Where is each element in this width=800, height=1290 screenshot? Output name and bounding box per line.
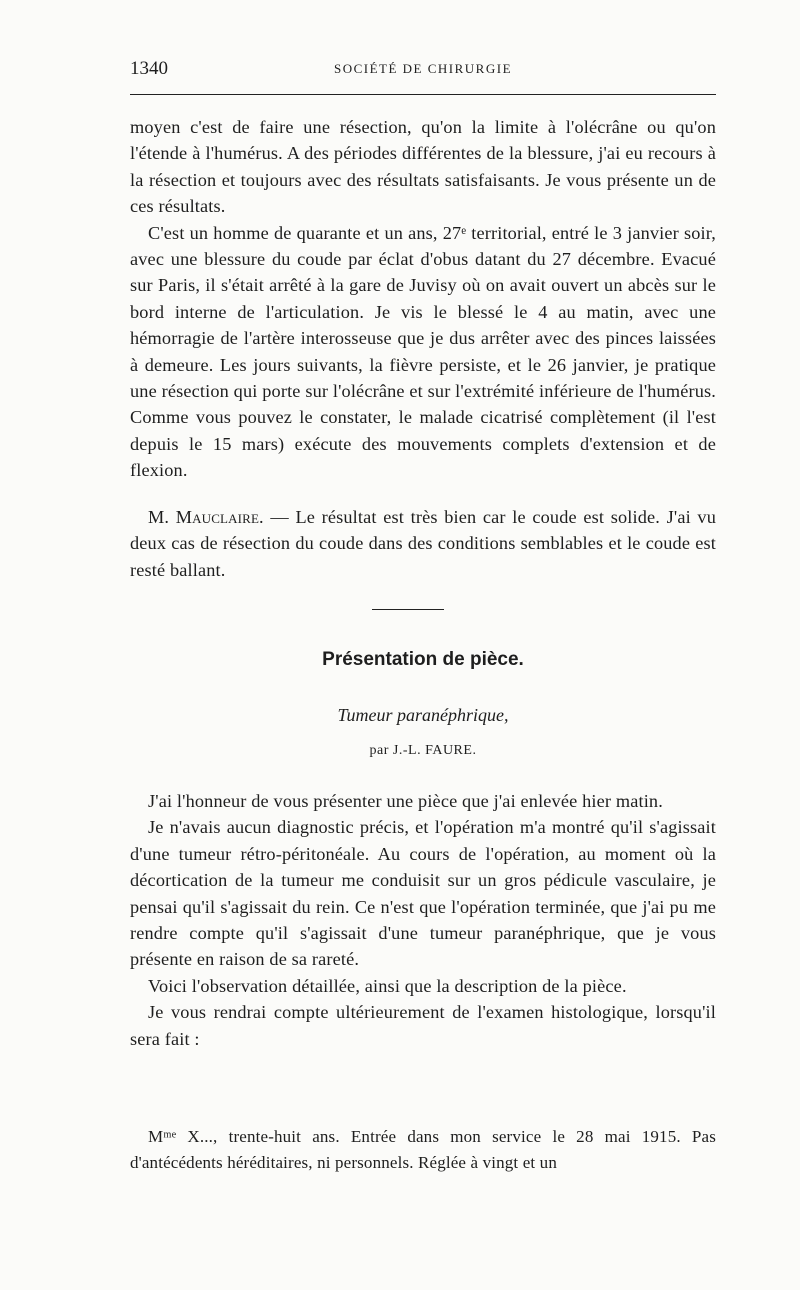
speaker-name: M. Mauclaire.: [148, 507, 264, 527]
paragraph: moyen c'est de faire une résection, qu'on la limite à l'olécrâne ou qu'on l'étende à l'humérus. A des périodes différentes de la blessure, j'ai eu recours à la résection et toujours avec des résultats satisfaisants. Je vous présente un de ces résultats.: [130, 117, 716, 217]
paragraph: C'est un homme de quarante et un ans, 27ᵉ territorial, entré le 3 janvier soir, avec une blessure du coude par éclat d'obus datant du 27 décembre. Evacué sur Paris, il s'était arrêté à la gare de Juvisy où on avait ouvert un abcès sur le bord interne de l'articulation. Je vis le blessé le 4 au matin, avec une hémorragie de l'artère interosseuse que je dus arrêter avec des pinces laissées à demeure. Les jours suivants, la fièvre persiste, et le 26 janvier, je pratique une résection qui porte sur l'olécrâne et sur l'extrémité inférieure de l'humérus. Comme vous pouvez le constater, le malade cicatrisé complètement (il l'est depuis le 15 mars) exécute des mouvements complets d'extension et de flexion.: [130, 222, 716, 481]
intro-section: [130, 114, 716, 484]
section-title: Présentation de pièce.: [322, 649, 524, 670]
paragraph: Je n'avais aucun diagnostic précis, et l'opération m'a montré qu'il s'agissait d'une tumeur rétro-péritonéale. Au cours de l'opération, au moment où la décortication de la tumeur me conduisit sur un gros pédicule vasculaire, je pensai qu'il s'agissait du rein. Ce n'est que l'opération terminée, que j'ai pu me rendre compte qu'il s'agissait d'une tumeur paranéphrique, que je vous présente en raison de sa rareté.: [130, 817, 716, 970]
byline: par J.-L. FAURE.: [369, 743, 477, 758]
section-divider: [372, 609, 444, 610]
speaker-dash: —: [263, 507, 296, 527]
paragraph: Je vous rendrai compte ultérieurement de l'examen histologique, lorsqu'il sera fait :: [130, 1002, 716, 1049]
observation-section: [130, 1124, 716, 1176]
presentation-section: [130, 788, 716, 1052]
discussion-text: Le résultat est très bien car le coude est solide. J'ai vu deux cas de résection du coude dans des conditions semblables et le coude est resté ballant.: [130, 507, 717, 580]
running-title: SOCIÉTÉ DE CHIRURGIE: [333, 61, 513, 76]
observation-paragraph: Mᵐᵉ X..., trente-huit ans. Entrée dans mon service le 28 mai 1915. Pas d'antécédents héréditaires, ni personnels. Réglée à vingt et un: [130, 1127, 716, 1172]
paragraph: J'ai l'honneur de vous présenter une pièce que j'ai enlevée hier matin.: [148, 791, 663, 811]
running-head: [130, 58, 716, 82]
paragraph: Voici l'observation détaillée, ainsi que la description de la pièce.: [148, 975, 627, 996]
discussion-section: [130, 504, 716, 583]
article-title: Tumeur paranéphrique,: [337, 705, 509, 725]
discussion-paragraph: [130, 504, 716, 583]
header-rule: [130, 94, 716, 95]
page-number: 1340: [130, 58, 168, 79]
